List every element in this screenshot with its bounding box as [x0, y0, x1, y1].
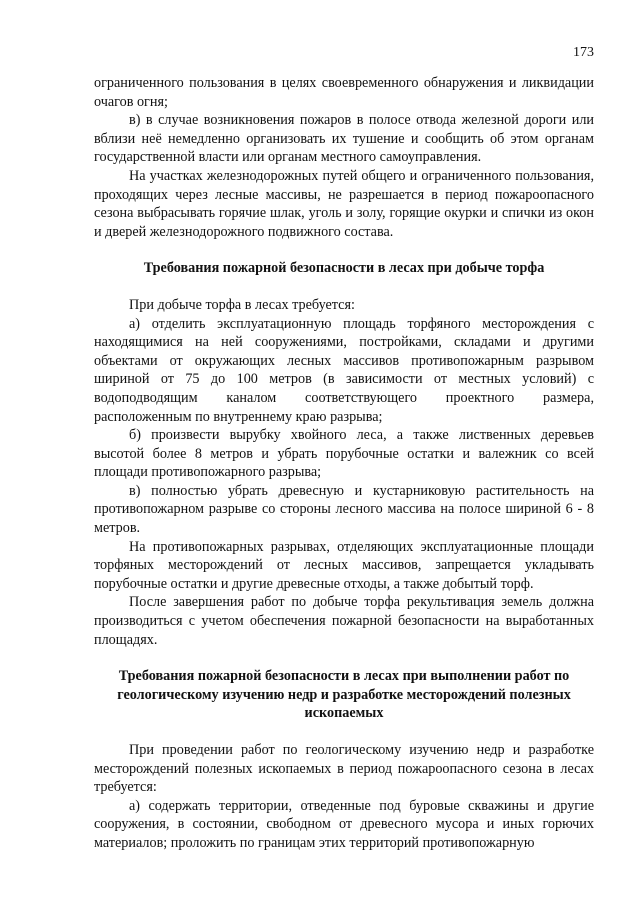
paragraph-peat-b: б) произвести вырубку хвойного леса, а также лиственных деревьев высотой более 8 метров и убрать порубочные остатки и валежник со всей площади противопожарного разрыва; — [94, 427, 594, 481]
paragraph-peat-recultivation: После завершения работ по добыче торфа рекультивация земель должна производиться с учетом обеспечения пожарной безопасности на выработанных площадях. — [94, 594, 594, 648]
paragraph-peat-intro: При добыче торфа в лесах требуется: — [129, 296, 355, 313]
paragraph-peat-v: в) полностью убрать древесную и кустарниковую растительность на противопожарном разрыве со стороны лесного массива на полосе шириной 6 - 8 метров. — [94, 482, 594, 537]
section-heading-geology: Требования пожарной безопасности в лесах при выполнении работ по геологическому изучению недр и разработке месторождений полезных ископаемых — [117, 668, 571, 722]
page-number: 173 — [573, 45, 594, 60]
paragraph-geology-intro: При проведении работ по геологическому изучению недр и разработке месторождений полезных ископаемых в период пожароопасного сезона в лесах требуется: — [94, 742, 594, 796]
paragraph-peat-prohibition: На противопожарных разрывах, отделяющих эксплуатационные площади торфяных месторождений от лесных массивов, запрещается укладывать порубочные остатки и другие древесные отходы, а также добытый торф. — [94, 538, 594, 592]
paragraph-railway-rule: На участках железнодорожных путей общего и ограниченного пользования, проходящих через лесные массивы, не разрешается в период пожароопасного сезона выбрасывать горячие шлак, уголь и золу, горящие окурки и спички из окон и дверей железнодорожного подвижного состава. — [94, 167, 594, 240]
paragraph-continuation: ограниченного пользования в целях своевременного обнаружения и ликвидации очагов огня; — [94, 75, 594, 110]
section-heading-peat: Требования пожарной безопасности в лесах при добыче торфа — [143, 260, 545, 277]
paragraph-geology-a: а) содержать территории, отведенные под буровые скважины и другие сооружения, в состоянии, свободном от древесного мусора и иных горючих материалов; проложить по границам этих территорий противопожарную — [94, 797, 594, 851]
paragraph-item-v: в) в случае возникновения пожаров в полосе отвода железной дороги или вблизи неё немедленно организовать их тушение и сообщить об этом органам государственной власти или органам местного самоуправления. — [94, 112, 594, 166]
page-content — [94, 74, 594, 853]
paragraph-peat-a: а) отделить эксплуатационную площадь торфяного месторождения с находящимися на ней сооружениями, постройками, складами и другими объектами от окружающих лесных массивов противопожарным разрывом шириной от 75 до 100 метров (в зависимости от местных условий) с водоподводящим каналом соответствующего проектного размера, расположенным по внутреннему краю разрыва; — [94, 315, 594, 425]
